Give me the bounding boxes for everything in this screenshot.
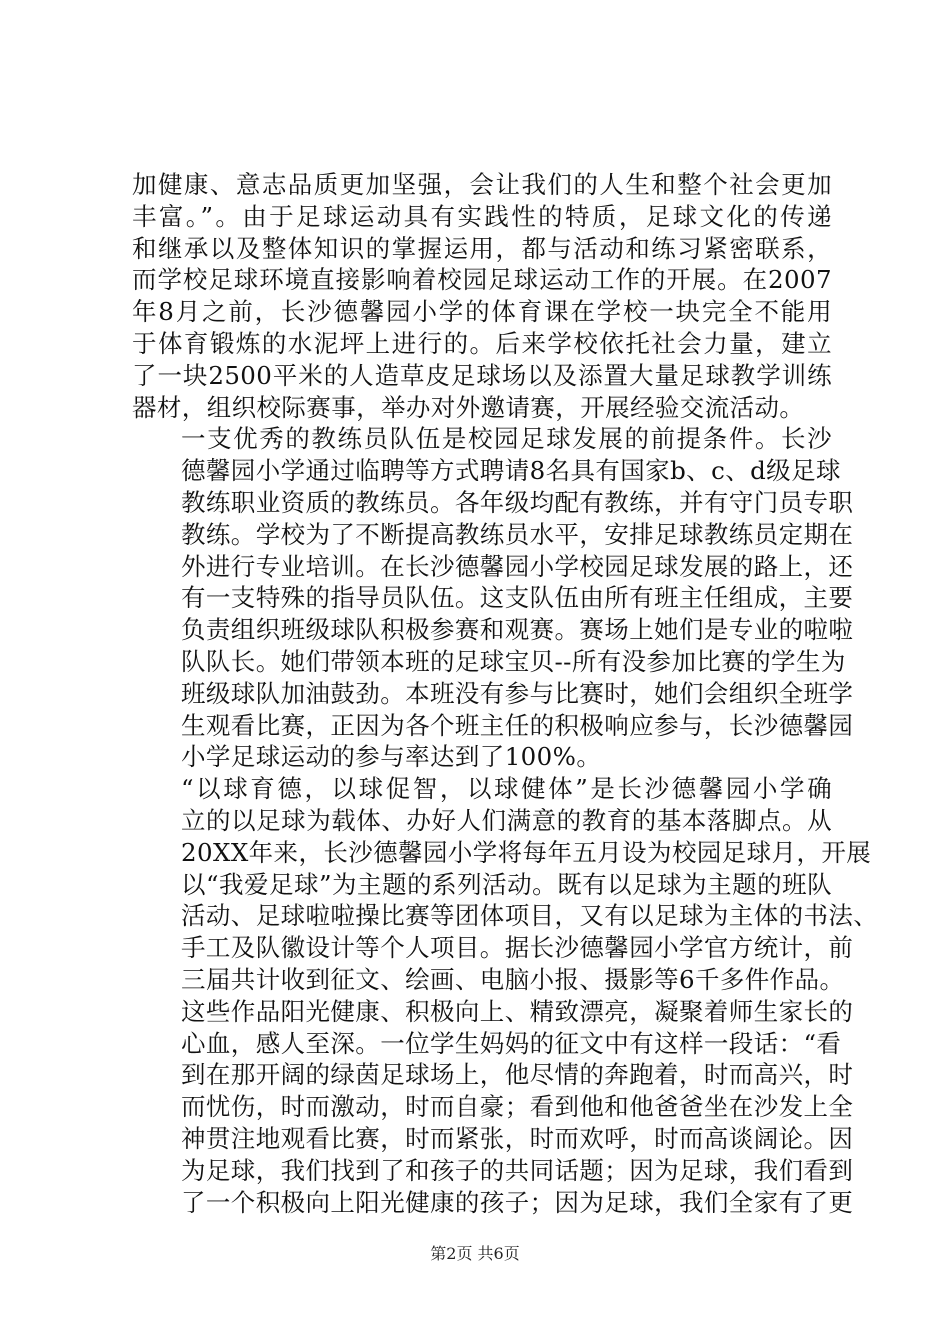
text-line: “以球育德，以球促智，以球健体”是长沙德馨园小学确 <box>181 774 832 804</box>
text-line: 年8月之前，长沙德馨园小学的体育课在学校一块完全不能用 <box>132 297 832 327</box>
text-line: 和继承以及整体知识的掌握运用，都与活动和练习紧密联系， <box>132 233 832 263</box>
paragraph <box>132 169 832 423</box>
text-line: 有一支特殊的指导员队伍。这支队伍由所有班主任组成，主要 <box>181 583 854 613</box>
text-line: 了一个积极向上阳光健康的孩子；因为足球，我们全家有了更 <box>181 1187 854 1217</box>
text-line: 神贯注地观看比赛，时而紧张，时而欢呼，时而高谈阔论。因 <box>181 1123 854 1153</box>
text-line: 以“我爱足球”为主题的系列活动。既有以足球为主题的班队 <box>181 869 832 899</box>
text-line: 德馨园小学通过临聘等方式聘请8名具有国家b、c、d级足球 <box>181 456 841 486</box>
text-line: 了一块2500平米的人造草皮足球场以及添置大量足球教学训练 <box>132 360 832 390</box>
text-line: 一支优秀的教练员队伍是校园足球发展的前提条件。长沙 <box>181 424 832 454</box>
text-line: 丰富。”。由于足球运动具有实践性的特质，足球文化的传递 <box>132 201 832 231</box>
text-line: 队队长。她们带领本班的足球宝贝--所有没参加比赛的学生为 <box>181 646 846 676</box>
text-line: 生观看比赛，正因为各个班主任的积极响应参与，长沙德馨园 <box>181 710 854 740</box>
text-line: 班级球队加油鼓劲。本班没有参与比赛时，她们会组织全班学 <box>181 678 854 708</box>
paragraph <box>132 773 879 1218</box>
text-line: 教练。学校为了不断提高教练员水平，安排足球教练员定期在 <box>181 519 854 549</box>
text-line: 活动、足球啦啦操比赛等团体项目，又有以足球为主体的书法、 <box>181 901 879 931</box>
text-line: 器材，组织校际赛事，举办对外邀请赛，开展经验交流活动。 <box>132 392 805 422</box>
text-line: 而学校足球环境直接影响着校园足球运动工作的开展。在2007 <box>132 265 832 295</box>
text-line: 负责组织班级球队积极参赛和观赛。赛场上她们是专业的啦啦 <box>181 615 854 645</box>
paragraph <box>132 423 854 773</box>
text-line: 20XX年来，长沙德馨园小学将每年五月设为校园足球月，开展 <box>181 837 872 867</box>
text-line: 三届共计收到征文、绘画、电脑小报、摄影等6千多件作品。 <box>181 964 845 994</box>
body-text <box>132 169 879 1218</box>
text-line: 而忧伤，时而激动，时而自豪；看到他和他爸爸坐在沙发上全 <box>181 1092 854 1122</box>
text-line: 于体育锻炼的水泥坪上进行的。后来学校依托社会力量，建立 <box>132 328 832 358</box>
text-line: 手工及队徽设计等个人项目。据长沙德馨园小学官方统计，前 <box>181 933 854 963</box>
text-line: 加健康、意志品质更加坚强，会让我们的人生和整个社会更加 <box>132 170 832 199</box>
text-line: 教练职业资质的教练员。各年级均配有教练，并有守门员专职 <box>181 487 854 517</box>
text-line: 这些作品阳光健康、积极向上、精致漂亮，凝聚着师生家长的 <box>181 996 854 1026</box>
text-line: 外进行专业培训。在长沙德馨园小学校园足球发展的路上，还 <box>181 551 854 581</box>
text-line: 为足球，我们找到了和孩子的共同话题；因为足球，我们看到 <box>181 1155 854 1185</box>
text-line: 到在那开阔的绿茵足球场上，他尽情的奔跑着，时而高兴，时 <box>181 1060 854 1090</box>
text-line: 小学足球运动的参与率达到了100%。 <box>181 742 602 772</box>
text-line: 立的以足球为载体、办好人们满意的教育的基本落脚点。从 <box>181 805 832 835</box>
page-footer: 第2页 共6页 <box>430 1244 520 1263</box>
text-line: 心血，感人至深。一位学生妈妈的征文中有这样一段话：“看 <box>181 1028 842 1058</box>
